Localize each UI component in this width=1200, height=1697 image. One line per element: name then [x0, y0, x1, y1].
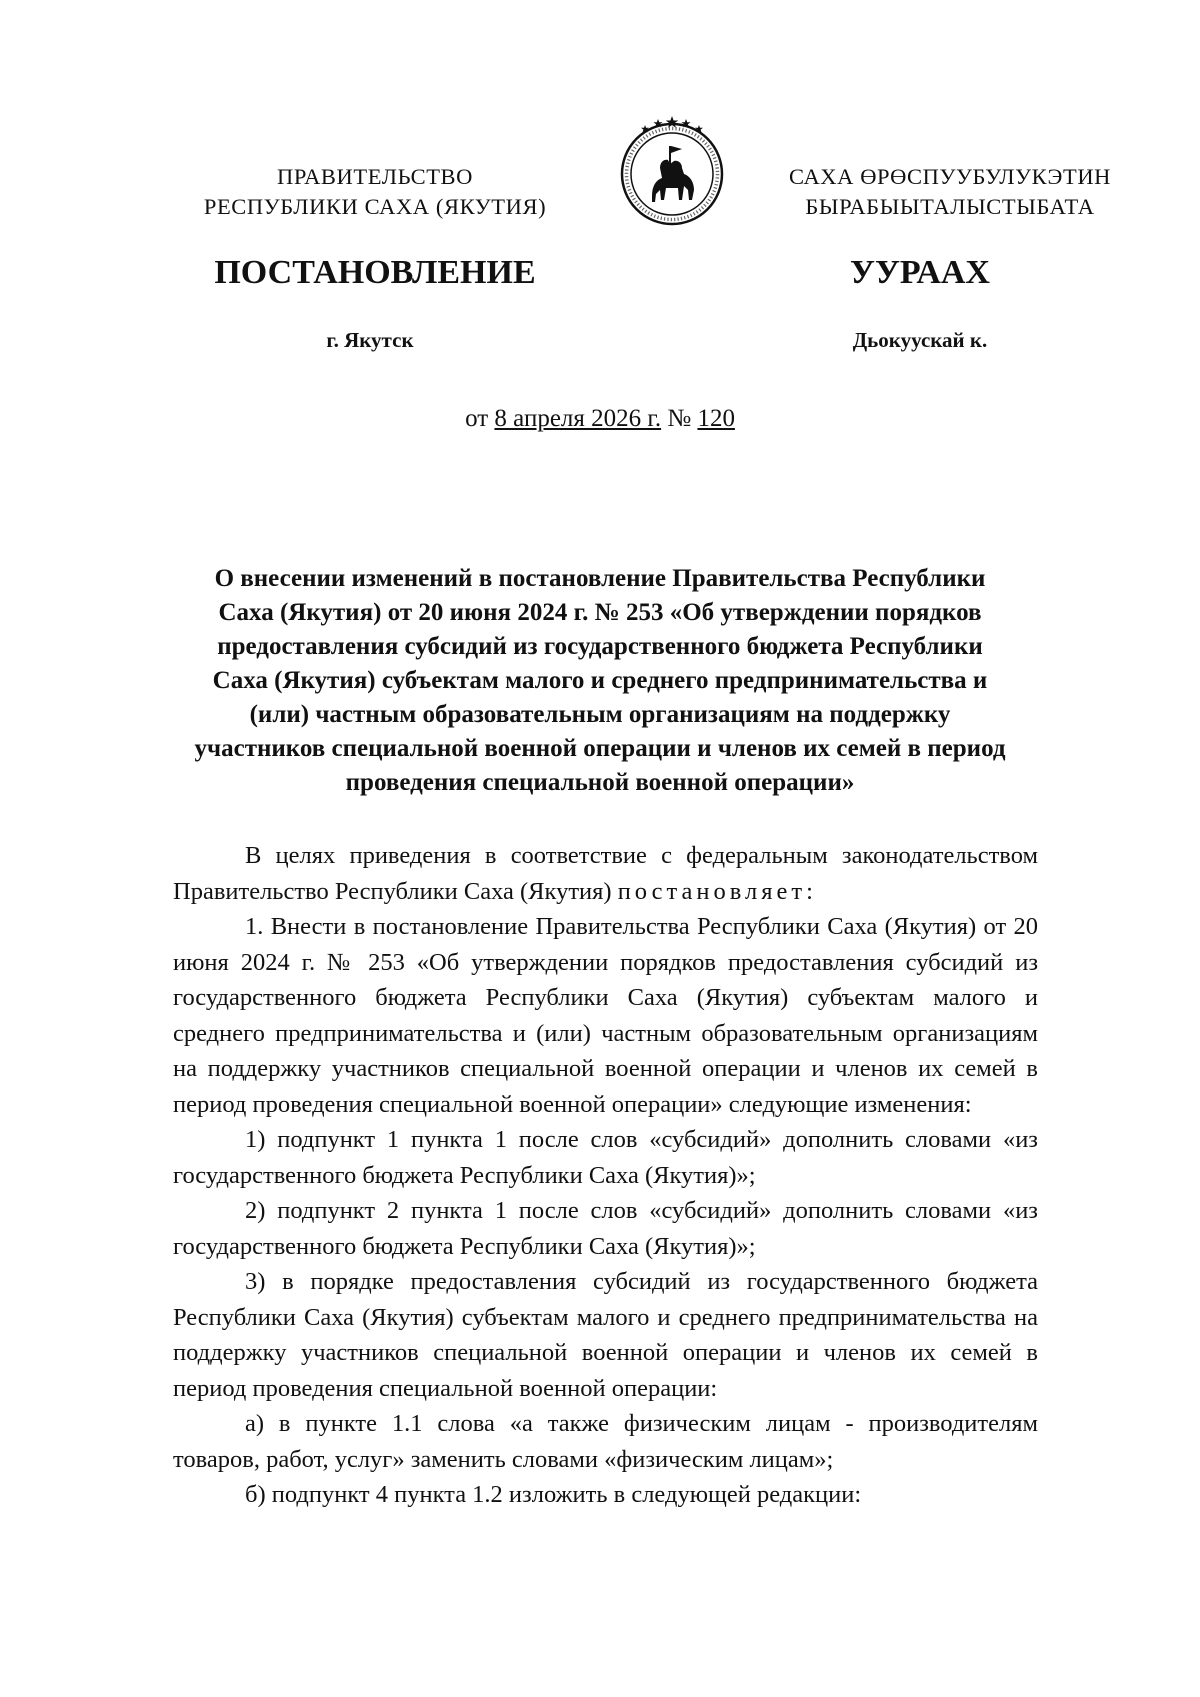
coat-of-arms-icon [612, 110, 732, 230]
paragraph-5: а) в пункте 1.1 слова «а также физическим лицам - производителям товаров, работ, услуг» заменить словами «физическим лицам»; [173, 1410, 1038, 1473]
paragraph-6: б) подпункт 4 пункта 1.2 изложить в следующей редакции: [245, 1481, 862, 1508]
left-org-line1: ПРАВИТЕЛЬСТВО [276, 164, 473, 189]
left-org-name [165, 162, 585, 222]
document-body [173, 838, 1038, 1513]
city-russian: г. Якутск [326, 328, 414, 352]
city-yakut: Дьокуускай к. [852, 328, 988, 352]
document-title: О внесении изменений в постановление Правительства Республики Саха (Якутия) от 20 июня 2024 г. № 253 «Об утверждении порядков предоставления субсидий из государственного бюджета Республики Саха (Якутия) субъектам малого и среднего предпринимательства и (или) частным образовательным организациям на поддержку участников специальной военной операции и членов их семей в период проведения специальной военной операции» [194, 565, 1006, 796]
intro-paragraph [173, 838, 1038, 909]
document-date: 8 апреля 2026 г. [494, 405, 662, 432]
paragraph-1: 1. Внести в постановление Правительства Республики Саха (Якутия) от 20 июня 2024 г. № 253 «Об утверждении порядков предоставления субсидий из государственного бюджета Республики Саха (Якутия) субъектам малого и среднего предпринимательства и (или) частным образовательным организациям на поддержку участников специальной военной операции и членов их семей в период проведения специальной военной операции» следующие изменения: [173, 913, 1038, 1118]
resolves-word: постановляет: [617, 877, 817, 905]
doctype-yakut: УУРААХ [850, 254, 990, 291]
paragraph-3: 2) подпункт 2 пункта 1 после слов «субсидий» дополнить словами «из государственного бюджета Республики Саха (Якутия)»; [173, 1197, 1038, 1260]
paragraph-2: 1) подпункт 1 пункта 1 после слов «субсидий» дополнить словами «из государственного бюджета Республики Саха (Якутия)»; [173, 1126, 1038, 1189]
right-org-line2: БЫРАБЫЫТАЛЫСТЫБАТА [805, 194, 1095, 219]
intro-text: В целях приведения в соответствие с федеральным законодательством Правительство Республики Саха (Якутия) [173, 842, 1038, 905]
date-prefix: от [465, 405, 489, 432]
right-org-name [740, 162, 1160, 222]
document-number-line [0, 405, 1200, 433]
paragraph-4: 3) в порядке предоставления субсидий из государственного бюджета Республики Саха (Якутия) субъектам малого и среднего предпринимательства на поддержку участников специальной военной операции и членов их семей в период проведения специальной военной операции: [173, 1268, 1038, 1402]
right-org-line1: САХА ӨРӨСПУУБУЛУКЭТИН [788, 164, 1112, 189]
doctype-russian: ПОСТАНОВЛЕНИЕ [214, 254, 536, 291]
number-sign: № [667, 405, 692, 432]
document-number: 120 [697, 405, 735, 432]
left-org-line2: РЕСПУБЛИКИ САХА (ЯКУТИЯ) [203, 194, 547, 219]
